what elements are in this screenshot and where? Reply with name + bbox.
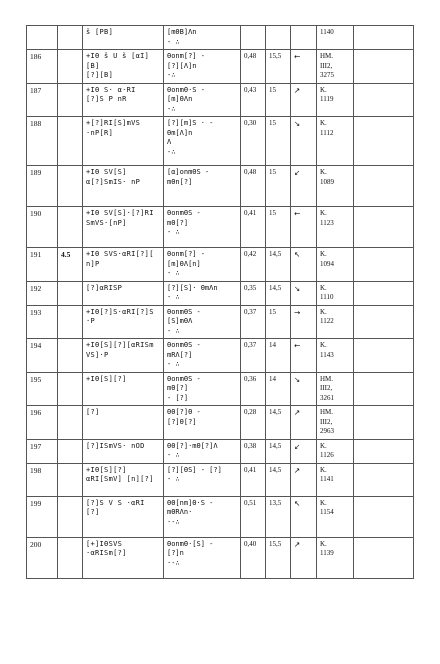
notes-cell [354, 537, 414, 578]
weight-cell: 0,37 [241, 339, 266, 373]
table-row [27, 496, 414, 537]
weight-cell: 0,38 [241, 439, 266, 463]
section-cell [58, 117, 83, 166]
section-cell [58, 281, 83, 305]
reference-cell: K. 1094 [317, 248, 354, 282]
inscription-text-cell: +IΘ[S][?] αRI[SmV] [n][?] [83, 463, 164, 496]
row-number-cell: 188 [27, 117, 58, 166]
diameter-cell: 15,5 [266, 50, 291, 84]
die-axis-cell: ↗ [291, 463, 317, 496]
reference-cell: 1140 [317, 26, 354, 50]
diameter-cell: 15 [266, 207, 291, 248]
notes-cell [354, 117, 414, 166]
reference-cell: K. 1112 [317, 117, 354, 166]
diameter-cell: 15 [266, 83, 291, 117]
section-cell [58, 537, 83, 578]
notes-cell [354, 166, 414, 207]
diameter-cell [266, 26, 291, 50]
weight-cell: 0,42 [241, 248, 266, 282]
reference-cell: K. 1139 [317, 537, 354, 578]
table-row [27, 463, 414, 496]
notes-cell [354, 281, 414, 305]
reference-cell: K. 1123 [317, 207, 354, 248]
diameter-cell: 15,5 [266, 537, 291, 578]
reference-cell: K. 1122 [317, 305, 354, 339]
notes-cell [354, 248, 414, 282]
weight-cell: 0,35 [241, 281, 266, 305]
row-number-cell: 192 [27, 281, 58, 305]
die-axis-cell: ↙ [291, 166, 317, 207]
row-number-cell: 193 [27, 305, 58, 339]
die-axis-cell: ↙ [291, 439, 317, 463]
diameter-cell: 15 [266, 305, 291, 339]
section-cell [58, 305, 83, 339]
transcription-cell: ΘΘ[?]Θ - [?]Θ[?] [164, 406, 241, 440]
weight-cell: 0,48 [241, 166, 266, 207]
inscription-text-cell: +IΘ SV[S] α[?]SmIS· nP [83, 166, 164, 207]
table-row [27, 339, 414, 373]
inscription-text-cell: [?]αRISP [83, 281, 164, 305]
table-row [27, 166, 414, 207]
diameter-cell: 14,5 [266, 248, 291, 282]
row-number-cell: 190 [27, 207, 58, 248]
table-row [27, 207, 414, 248]
section-cell [58, 406, 83, 440]
notes-cell [354, 372, 414, 406]
die-axis-cell: ← [291, 50, 317, 84]
row-number-cell: 197 [27, 439, 58, 463]
inscription-text-cell: +IΘ[?]S·αRI[?]S ·P [83, 305, 164, 339]
inscription-text-cell: +IΘ š U š [αI][B] [?][B] [83, 50, 164, 84]
weight-cell: 0,48 [241, 50, 266, 84]
inscription-text-cell: +IΘ SVS·αRI[?][ n]P [83, 248, 164, 282]
table-body [27, 26, 414, 579]
diameter-cell: 14 [266, 339, 291, 373]
row-number-cell: 195 [27, 372, 58, 406]
die-axis-cell: ↖ [291, 248, 317, 282]
reference-cell: HM. III2, 3261 [317, 372, 354, 406]
reference-cell: K. 1110 [317, 281, 354, 305]
weight-cell: 0,36 [241, 372, 266, 406]
section-cell [58, 463, 83, 496]
notes-cell [354, 26, 414, 50]
table-row [27, 117, 414, 166]
transcription-cell: ΘonmΘ·[S] - [?]n ·-∴ [164, 537, 241, 578]
die-axis-cell: ← [291, 339, 317, 373]
row-number-cell: 189 [27, 166, 58, 207]
diameter-cell: 14,5 [266, 439, 291, 463]
transcription-cell: Θonm[?] - [?][Λ]n -∴ [164, 50, 241, 84]
row-number-cell: 186 [27, 50, 58, 84]
notes-cell [354, 496, 414, 537]
weight-cell: 0,28 [241, 406, 266, 440]
inscription-text-cell: +IΘ SV[S]·[?]RI SmVS·[nP] [83, 207, 164, 248]
inscription-text-cell: +IΘ[S][?][αRISm VS]·P [83, 339, 164, 373]
section-cell [58, 207, 83, 248]
inscription-text-cell: [?]ISmVS· nOD [83, 439, 164, 463]
weight-cell: 0,43 [241, 83, 266, 117]
diameter-cell: 14,5 [266, 406, 291, 440]
transcription-cell: ΘonmΘS - mΘ[?] - ∴ [164, 207, 241, 248]
inscription-text-cell: š [PB] [83, 26, 164, 50]
die-axis-cell: ↗ [291, 537, 317, 578]
reference-cell: HM. III2, 2963 [317, 406, 354, 440]
transcription-cell: ΘonmΘ·S - [m]ΘΛn -∴ [164, 83, 241, 117]
section-cell [58, 26, 83, 50]
inscription-text-cell: +[?]RI[S]mVS ·nP[R] [83, 117, 164, 166]
table-row [27, 372, 414, 406]
inscription-text-cell: [?] [83, 406, 164, 440]
row-number-cell: 191 [27, 248, 58, 282]
weight-cell: 0,37 [241, 305, 266, 339]
reference-cell: K. 1141 [317, 463, 354, 496]
die-axis-cell: ↗ [291, 406, 317, 440]
reference-cell: HM. III2, 3275 [317, 50, 354, 84]
diameter-cell: 13,5 [266, 496, 291, 537]
section-cell [58, 50, 83, 84]
row-number-cell [27, 26, 58, 50]
reference-cell: K. 1143 [317, 339, 354, 373]
notes-cell [354, 406, 414, 440]
reference-cell: K. 1154 [317, 496, 354, 537]
table-row [27, 537, 414, 578]
table-row [27, 26, 414, 50]
weight-cell: 0,41 [241, 207, 266, 248]
row-number-cell: 187 [27, 83, 58, 117]
diameter-cell: 14,5 [266, 463, 291, 496]
notes-cell [354, 439, 414, 463]
reference-cell: K. 1119 [317, 83, 354, 117]
transcription-cell: [mΘB]Λn - ∴ [164, 26, 241, 50]
inscription-text-cell: [+]IΘSVS ·αRISm[?] [83, 537, 164, 578]
transcription-cell: ΘonmΘS - mRΛ[?] - ∴ [164, 339, 241, 373]
transcription-cell: [?][ΘS] - [?] - ∴ [164, 463, 241, 496]
table-row [27, 50, 414, 84]
notes-cell [354, 339, 414, 373]
die-axis-cell: ← [291, 207, 317, 248]
table-row [27, 439, 414, 463]
section-cell [58, 166, 83, 207]
transcription-cell: ΘonmΘS - [S]mΘΛ - ∴ [164, 305, 241, 339]
table-row [27, 281, 414, 305]
die-axis-cell: ↘ [291, 281, 317, 305]
diameter-cell: 14 [266, 372, 291, 406]
weight-cell: 0,51 [241, 496, 266, 537]
notes-cell [354, 50, 414, 84]
row-number-cell: 196 [27, 406, 58, 440]
weight-cell: 0,40 [241, 537, 266, 578]
section-cell [58, 496, 83, 537]
section-cell: 4.5 [58, 248, 83, 282]
notes-cell [354, 83, 414, 117]
transcription-cell: ΘΘ[nm]Θ·S - mΘRΛn· ·-∴ [164, 496, 241, 537]
row-number-cell: 199 [27, 496, 58, 537]
transcription-cell: Θonm[?] - [m]ΘΛ[n] - ∴ [164, 248, 241, 282]
section-cell [58, 339, 83, 373]
die-axis-cell: → [291, 305, 317, 339]
row-number-cell: 200 [27, 537, 58, 578]
transcription-cell: [?][m]S · - Θm[Λ]n Λ -∴ [164, 117, 241, 166]
inscription-text-cell: [?]S V S ·αRI [?] [83, 496, 164, 537]
table-row [27, 83, 414, 117]
notes-cell [354, 463, 414, 496]
inscription-text-cell: +IΘ[S][?] [83, 372, 164, 406]
diameter-cell: 15 [266, 117, 291, 166]
die-axis-cell: ↘ [291, 372, 317, 406]
notes-cell [354, 207, 414, 248]
die-axis-cell: ↘ [291, 117, 317, 166]
table-row [27, 406, 414, 440]
reference-cell: K. 1126 [317, 439, 354, 463]
section-cell [58, 83, 83, 117]
transcription-cell: ΘonmΘS - mΘ[?] - [?] [164, 372, 241, 406]
table-row [27, 305, 414, 339]
section-cell [58, 439, 83, 463]
transcription-cell: [?][S]· ΘmΛn - ∴ [164, 281, 241, 305]
weight-cell [241, 26, 266, 50]
section-cell [58, 372, 83, 406]
row-number-cell: 194 [27, 339, 58, 373]
table-row [27, 248, 414, 282]
inscription-text-cell: +IΘ S· α·RI [?]S P nR [83, 83, 164, 117]
reference-cell: K. 1089 [317, 166, 354, 207]
diameter-cell: 14,5 [266, 281, 291, 305]
transcription-cell: [α]onmΘS - mΘn[?] [164, 166, 241, 207]
die-axis-cell: ↗ [291, 83, 317, 117]
weight-cell: 0,41 [241, 463, 266, 496]
transcription-cell: ΘΘ[?]·mΘ[?]Λ - ∴ [164, 439, 241, 463]
diameter-cell: 15 [266, 166, 291, 207]
row-number-cell: 198 [27, 463, 58, 496]
coin-catalog-table [26, 25, 414, 579]
notes-cell [354, 305, 414, 339]
weight-cell: 0,30 [241, 117, 266, 166]
die-axis-cell [291, 26, 317, 50]
die-axis-cell: ↖ [291, 496, 317, 537]
